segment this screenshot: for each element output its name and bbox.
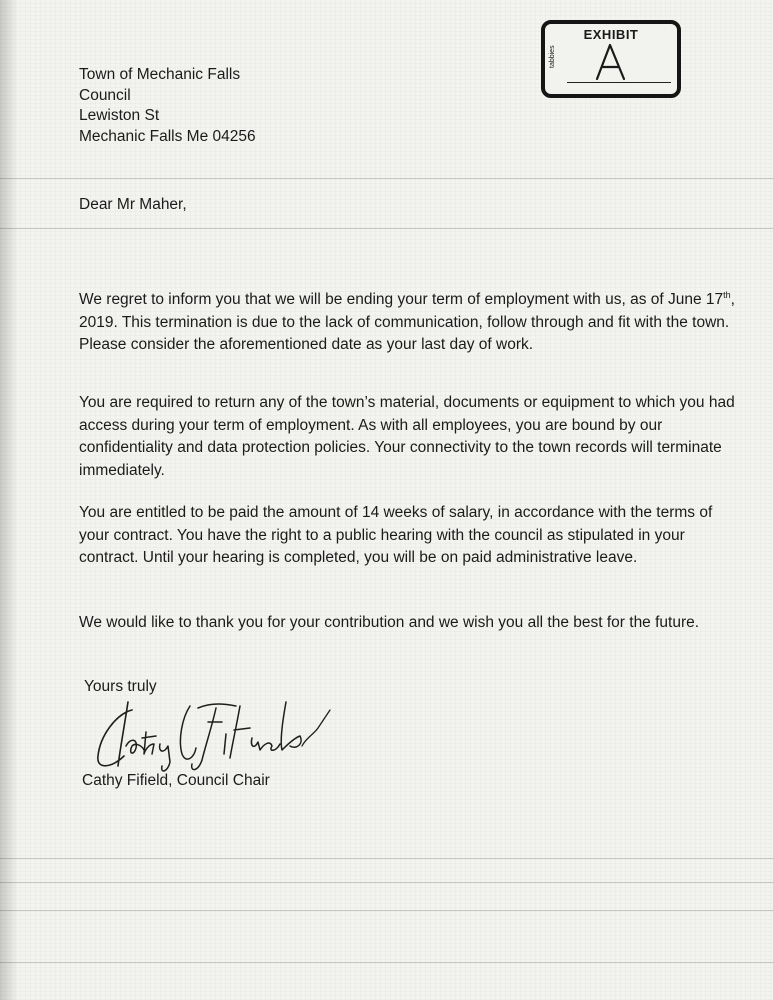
address-line-city: Mechanic Falls Me 04256 bbox=[79, 127, 256, 145]
signer-name-title: Cathy Fifield, Council Chair bbox=[82, 772, 270, 789]
paragraph-1-text-start: We regret to inform you that we will be ending your term of employment with us, as of June 17 bbox=[79, 291, 724, 309]
paragraph-salary-and-hearing: You are entitled to be paid the amount of 14 weeks of salary, in accordance with the terms of your contract. You have the right to a public hearing with the council as stipulated in your contract. Until your hearing is completed, you will be on paid administrative leave. bbox=[79, 504, 713, 566]
salutation: Dear Mr Maher, bbox=[79, 196, 187, 213]
exhibit-sticker bbox=[541, 20, 681, 98]
scan-artifact-line bbox=[0, 858, 773, 859]
paragraph-thank-you: We would like to thank you for your contribution and we wish you all the best for the future. bbox=[79, 614, 700, 631]
exhibit-brand-label: tabbies bbox=[549, 45, 556, 68]
date-ordinal-suffix: th bbox=[723, 290, 731, 300]
scan-artifact-line bbox=[0, 882, 773, 883]
paragraph-termination-notice bbox=[79, 284, 744, 357]
exhibit-letter-a-handwritten bbox=[591, 41, 631, 83]
paragraph-return-materials: You are required to return any of the town’s material, documents or equipment to which you had access during your term of employment. As with all employees, you are bound by our confidentiality and data protection policies. Your connectivity to the town records will terminate immediately. bbox=[79, 394, 735, 479]
address-line-street: Lewiston St bbox=[79, 107, 160, 124]
closing-phrase: Yours truly bbox=[84, 678, 157, 695]
address-line-department: Council bbox=[79, 86, 131, 104]
scan-artifact-line bbox=[0, 910, 773, 911]
scan-artifact-line bbox=[0, 962, 773, 963]
recipient-address-block bbox=[79, 65, 256, 147]
exhibit-underline bbox=[567, 82, 671, 83]
scan-artifact-line bbox=[0, 178, 773, 179]
scan-edge-shadow bbox=[0, 0, 18, 1000]
address-line-organization: Town of Mechanic Falls bbox=[79, 66, 241, 83]
handwritten-signature bbox=[90, 688, 390, 778]
paragraph-1-text-end: , 2019. This termination is due to the lack of communication, follow through and fit with the town. Please consider the aforementioned date as your last day of work. bbox=[79, 291, 735, 354]
scan-artifact-line bbox=[0, 228, 773, 229]
exhibit-title: EXHIBIT bbox=[583, 27, 639, 42]
